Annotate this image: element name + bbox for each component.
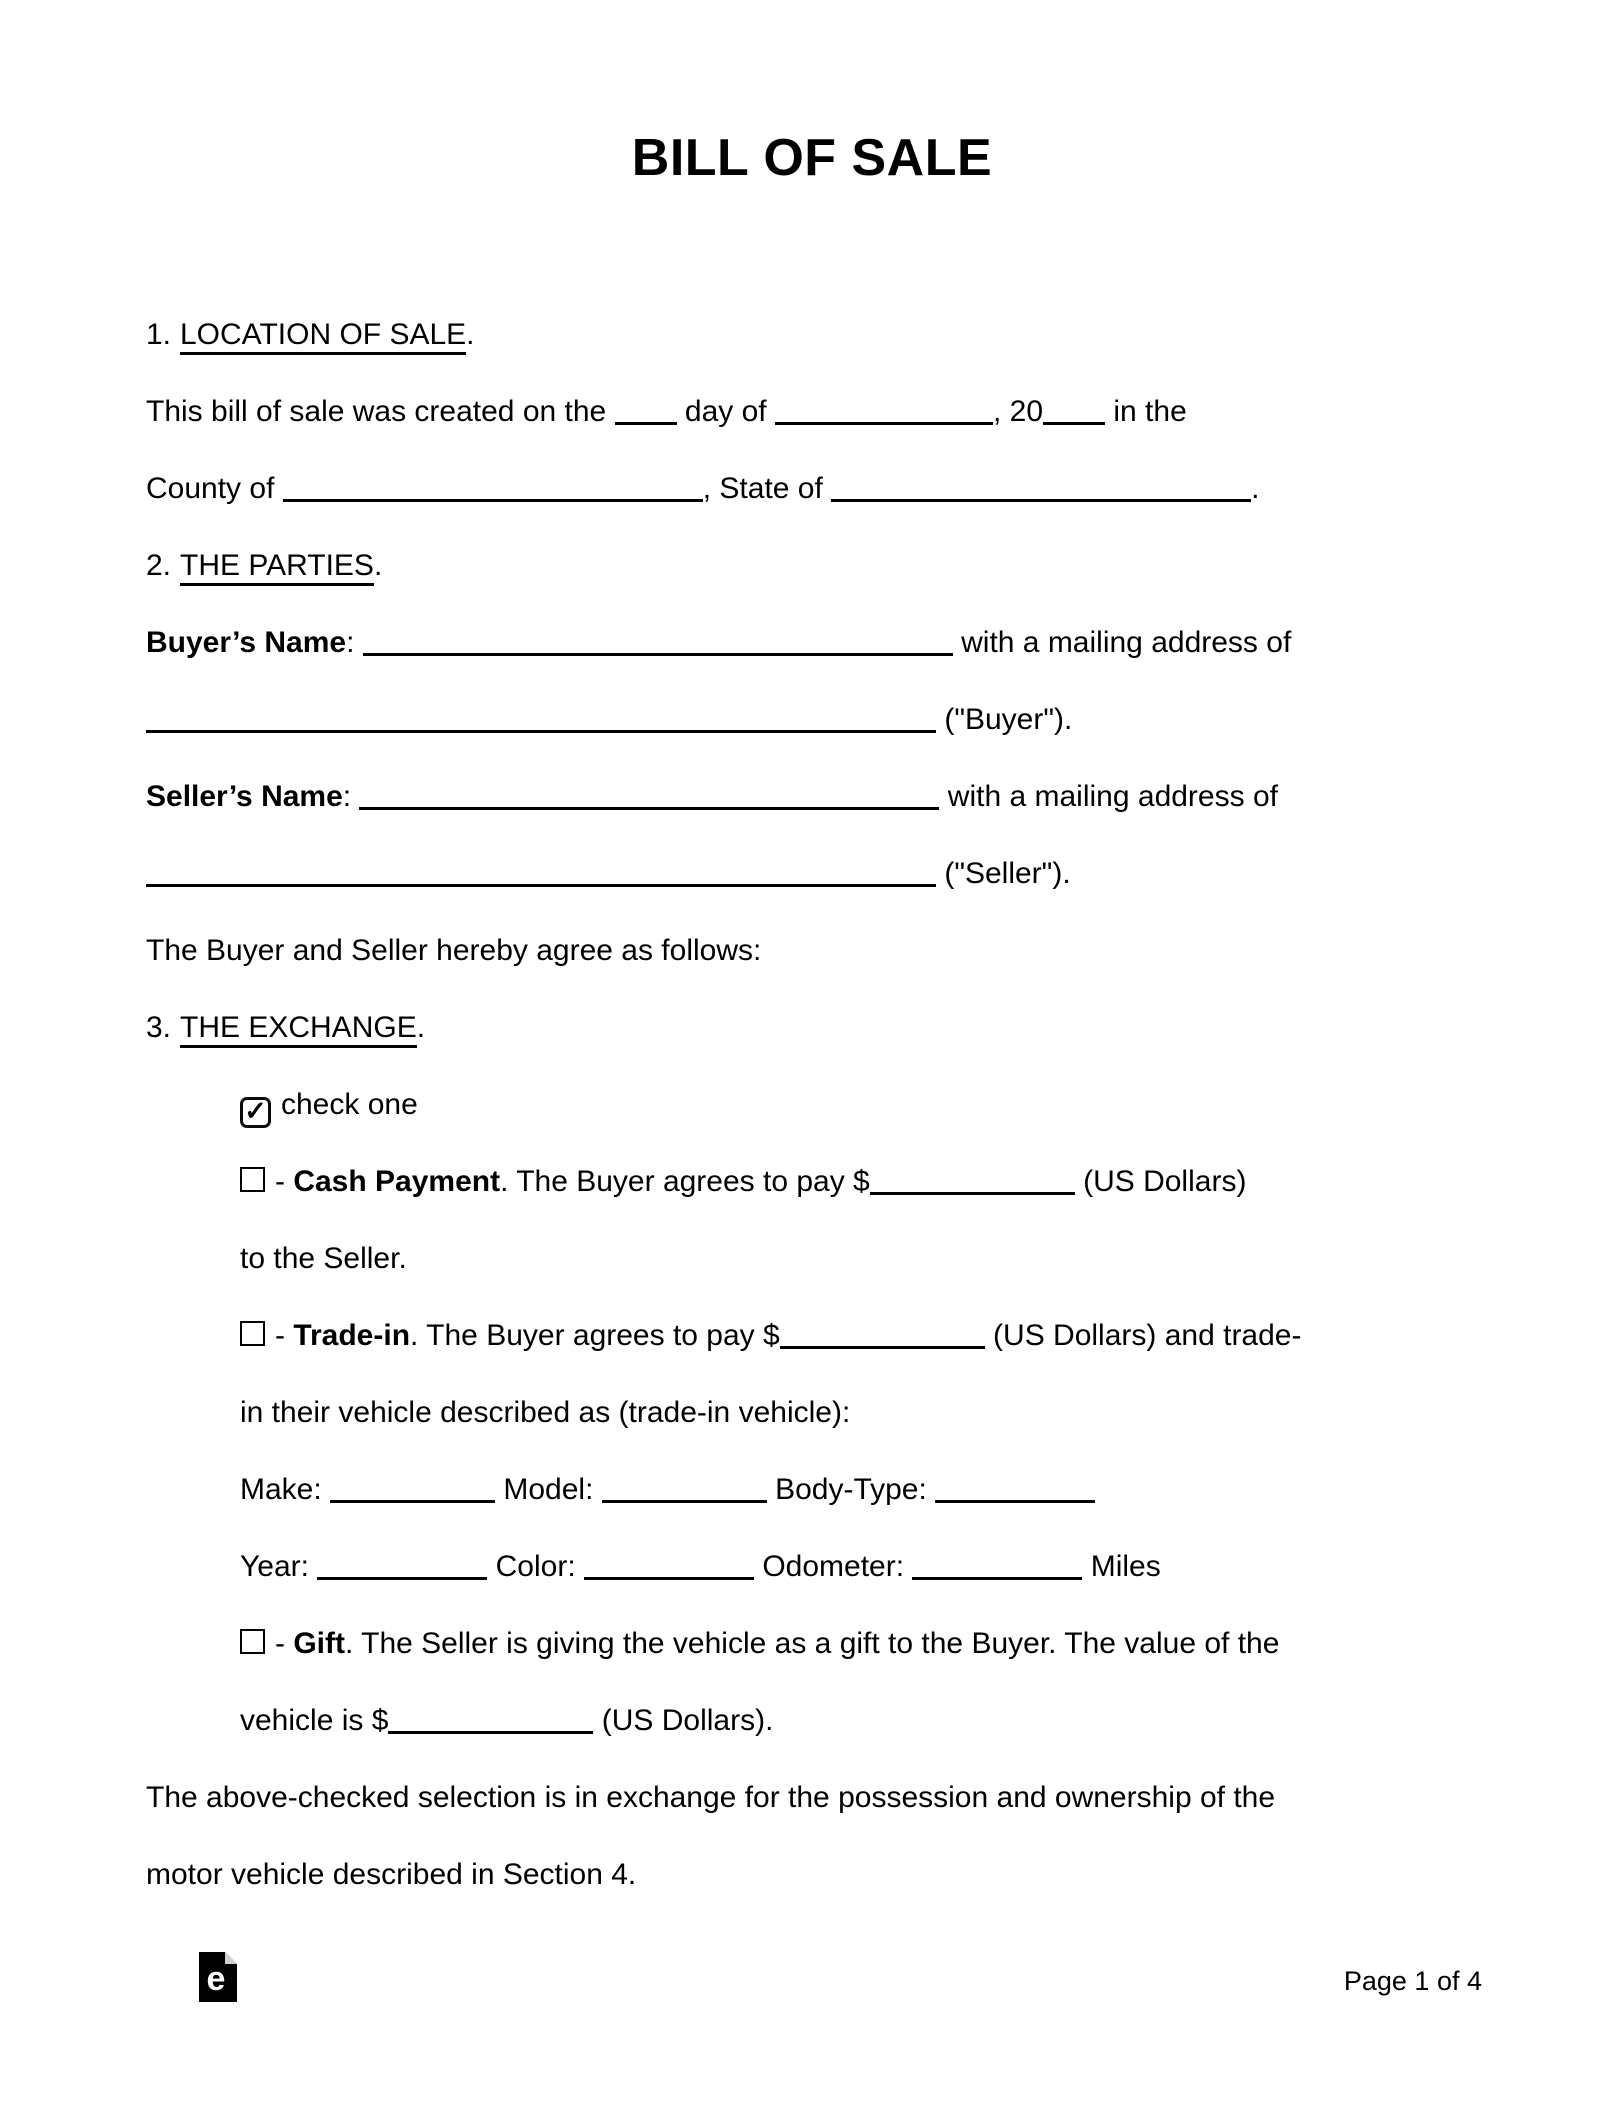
- document-page-icon: [199, 1952, 237, 2002]
- text-segment: , State of: [702, 472, 832, 505]
- text-segment: in the: [1105, 395, 1187, 428]
- blank-field[interactable]: [935, 1499, 1095, 1503]
- blank-field[interactable]: [831, 498, 1251, 502]
- checked-checkbox-icon[interactable]: ✓: [240, 1097, 271, 1128]
- blank-field[interactable]: [1043, 421, 1105, 425]
- text-segment: check one: [281, 1088, 418, 1121]
- text-segment: , 20: [992, 395, 1044, 428]
- exchange-summary-continuation: [146, 1836, 1506, 1913]
- blank-field[interactable]: [912, 1576, 1082, 1580]
- section-1-heading: [146, 296, 1506, 373]
- text-segment: This bill of sale was created on the: [146, 395, 615, 428]
- text-segment: :: [346, 626, 363, 659]
- vehicle-make-model-line: [146, 1451, 1506, 1528]
- text-segment: vehicle is $: [240, 1704, 389, 1737]
- section-number: 3.: [146, 1011, 172, 1044]
- checkbox-icon[interactable]: [240, 1321, 265, 1346]
- bold-label: Trade-in: [293, 1319, 411, 1352]
- text-segment: The above-checked selection is in exchange for the possession and ownership of the: [146, 1781, 1276, 1814]
- blank-field[interactable]: [146, 883, 936, 887]
- section-heading-text: THE EXCHANGE: [180, 1011, 417, 1048]
- text-segment: .: [466, 318, 475, 351]
- text-segment: ("Buyer").: [936, 703, 1073, 736]
- bold-label: Cash Payment: [293, 1165, 501, 1198]
- blank-field[interactable]: [584, 1576, 754, 1580]
- text-segment: Odometer:: [754, 1550, 913, 1583]
- check-one-line: [146, 1066, 1506, 1143]
- county-state-line: [146, 450, 1506, 527]
- text-segment: Miles: [1082, 1550, 1161, 1583]
- text-segment: :: [342, 780, 360, 813]
- text-segment: Model:: [495, 1473, 602, 1506]
- buyer-name-line: [146, 604, 1506, 681]
- document-body: [146, 296, 1506, 1913]
- text-segment: with a mailing address of: [952, 626, 1292, 659]
- gift-value-line: [146, 1682, 1506, 1759]
- blank-field[interactable]: [363, 652, 953, 656]
- trade-in-continuation: [146, 1374, 1506, 1451]
- text-segment: Body-Type:: [766, 1473, 936, 1506]
- text-segment: . The Seller is giving the vehicle as a gift to the Buyer. The value of the: [344, 1627, 1280, 1660]
- cash-payment-option: [146, 1143, 1506, 1220]
- exchange-summary-line: [146, 1759, 1506, 1836]
- page-number: Page 1 of 4: [1343, 1966, 1482, 1996]
- eforms-logo: [199, 1952, 237, 2007]
- text-segment: County of: [146, 472, 283, 505]
- text-segment: to the Seller.: [240, 1242, 407, 1275]
- text-segment: day of: [676, 395, 775, 428]
- vehicle-year-color-line: [146, 1528, 1506, 1605]
- bold-label: Gift: [293, 1627, 345, 1660]
- checkbox-icon[interactable]: [240, 1167, 265, 1192]
- text-segment: (US Dollars).: [593, 1704, 774, 1737]
- agreement-intro-line: [146, 912, 1506, 989]
- blank-field[interactable]: [146, 729, 936, 733]
- blank-field[interactable]: [388, 1730, 593, 1734]
- text-segment: ("Seller").: [936, 857, 1071, 890]
- section-2-heading: [146, 527, 1506, 604]
- bold-label: Buyer’s Name: [146, 626, 347, 659]
- blank-field[interactable]: [602, 1499, 767, 1503]
- text-segment: .: [1251, 472, 1260, 505]
- text-segment: .: [373, 549, 383, 582]
- text-segment: . The Buyer agrees to pay $: [500, 1165, 870, 1198]
- blank-field[interactable]: [615, 421, 677, 425]
- svg-text:e: e: [206, 1960, 226, 1998]
- cash-payment-continuation: [146, 1220, 1506, 1297]
- blank-field[interactable]: [283, 498, 703, 502]
- text-segment: motor vehicle described in Section 4.: [146, 1858, 637, 1891]
- sale-date-line: [146, 373, 1506, 450]
- text-segment: .: [416, 1011, 426, 1044]
- seller-address-line: [146, 835, 1506, 912]
- section-number: 1.: [146, 318, 172, 351]
- text-segment: Year:: [240, 1550, 318, 1583]
- text-segment: The Buyer and Seller hereby agree as follows:: [146, 934, 762, 967]
- text-segment: (US Dollars) and trade-: [984, 1319, 1302, 1352]
- section-heading-text: THE PARTIES: [180, 549, 374, 586]
- text-segment: -: [275, 1627, 294, 1660]
- text-segment: with a mailing address of: [939, 780, 1278, 813]
- section-3-heading: [146, 989, 1506, 1066]
- text-segment: Color:: [487, 1550, 584, 1583]
- gift-option: [146, 1605, 1506, 1682]
- section-number: 2.: [146, 549, 172, 582]
- blank-field[interactable]: [330, 1499, 495, 1503]
- buyer-address-line: [146, 681, 1506, 758]
- text-segment: -: [275, 1319, 294, 1352]
- text-segment: (US Dollars): [1074, 1165, 1247, 1198]
- blank-field[interactable]: [359, 806, 939, 810]
- blank-field[interactable]: [870, 1191, 1075, 1195]
- bold-label: Seller’s Name: [146, 780, 343, 813]
- page-title: BILL OF SALE: [631, 129, 993, 187]
- text-segment: . The Buyer agrees to pay $: [410, 1319, 780, 1352]
- text-segment: in their vehicle described as (trade-in vehicle):: [240, 1396, 851, 1429]
- trade-in-option: [146, 1297, 1506, 1374]
- checkbox-icon[interactable]: [240, 1629, 265, 1654]
- text-segment: Make:: [240, 1473, 331, 1506]
- section-heading-text: LOCATION OF SALE: [180, 318, 466, 355]
- blank-field[interactable]: [317, 1576, 487, 1580]
- seller-name-line: [146, 758, 1506, 835]
- blank-field[interactable]: [775, 421, 993, 425]
- blank-field[interactable]: [780, 1345, 985, 1349]
- text-segment: -: [275, 1165, 294, 1198]
